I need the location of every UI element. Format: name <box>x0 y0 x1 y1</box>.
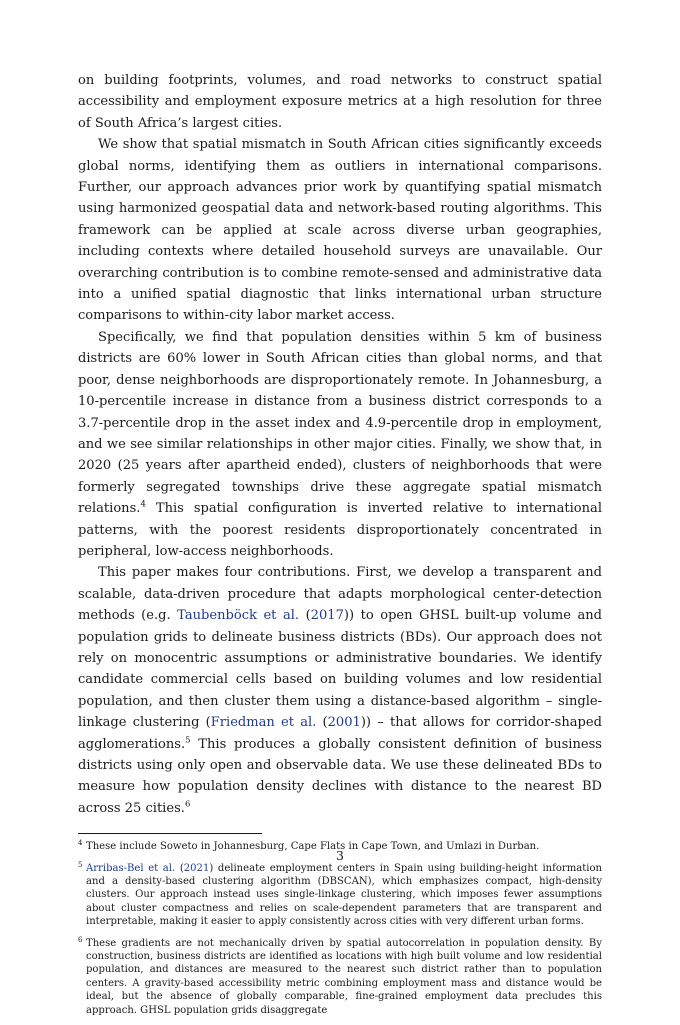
citation-arribas-bel-year[interactable]: 2021 <box>183 862 210 874</box>
citation-taubenbock[interactable]: Taubenböck et al. <box>177 608 300 624</box>
contrib-text-a: This paper makes four contributions. First, we develop a transparent and scalable, data-driven procedure that adapts morphological center-detection methods (e.g. <box>78 565 602 624</box>
citation-taubenbock-year[interactable]: 2017 <box>310 608 344 624</box>
contrib-text-b: ( <box>299 608 311 624</box>
page-body <box>78 70 602 1025</box>
footnote-ref-4[interactable]: 4 <box>140 499 146 510</box>
footnote-ref-5[interactable]: 5 <box>185 735 191 746</box>
findings-text: Specifically, we find that population densities within 5 km of business districts are 60% lower in South African cities than global norms, and that poor, dense neighborhoods are disproportionately remote. In Johannesburg, a 10-percentile increase in distance from a business district corresponds to a 3.7-percentile drop in the asset index and 4.9-percentile drop in employment, and we see similar relationships in other major cities. Finally, we show that, in 2020 (25 years after apartheid ended), clusters of neighborhoods that were formerly segregated townships drive these aggregate spatial mismatch relations. <box>78 329 602 517</box>
paragraph-findings <box>78 327 602 562</box>
footnote-ref-6[interactable]: 6 <box>184 799 191 810</box>
contrib-text-d: ( <box>316 715 328 731</box>
footnote-mark-5: 5 <box>78 860 83 869</box>
citation-arribas-bel[interactable]: Arribas-Bel et al. <box>86 862 176 874</box>
footnote-6-text: These gradients are not mechanically driven by spatial autocorrelation in population density. By construction, business districts are identified as locations with high built volume and low residential population, and distances are measured to the nearest such district rather than to population centers. A gravity-based accessibility metric combining employment mass and distance would be ideal, but the absence of globally comparable, fine-grained employment data precludes this approach. GHSL population grids disaggregate <box>86 937 602 1016</box>
footnote-5-text: ) delineate employment centers in Spain using building-height information and a density-based clustering algorithm (DBSCAN), which emphasizes compact, high-density clusters. Our approach instead uses single-linkage clustering, which imposes fewer assumptions about cluster compactness and relies on scale-dependent parameters that are transparent and interpretable, making it easier to apply consistently across cities with very different urban forms. <box>86 862 603 928</box>
contrib-text-c: )) to open GHSL built-up volume and population grids to delineate business districts (BDs). Our approach does not rely on monocentric assumptions or administrative boundaries. We identify candidate commercial cells based on building volumes and low residential population, and then cluster them using a distance-based algorithm – single-linkage clustering ( <box>78 608 602 731</box>
footnote-mark-6: 6 <box>78 935 83 944</box>
footnote-6 <box>78 937 602 1017</box>
paragraph-continued: on building footprints, volumes, and road networks to construct spatial accessibility and employment exposure metrics at a high resolution for three of South Africa’s largest cities. <box>78 73 602 131</box>
footnote-4-text: These include Soweto in Johannesburg, Cape Flats in Cape Town, and Umlazi in Durban. <box>86 841 540 853</box>
citation-friedman-year[interactable]: 2001 <box>327 715 361 731</box>
footnote-divider <box>78 833 262 834</box>
paragraph-contributions <box>78 562 602 819</box>
findings-text-tail: This spatial configuration is inverted relative to international patterns, with the poorest residents disproportionately concentrated in peripheral, low-access neighborhoods. <box>78 501 602 559</box>
footnote-mark-4: 4 <box>78 839 83 848</box>
contrib-text-e: )) – that allows for corridor-shaped agglomerations. <box>78 715 602 752</box>
footnote-5 <box>78 862 602 929</box>
paragraph-spatial-mismatch: We show that spatial mismatch in South African cities significantly exceeds global norms, identifying them as outliers in international comparisons. Further, our approach advances prior work by quantifying spatial mismatch using harmonized geospatial data and network-based routing algorithms. This framework can be applied at scale across diverse urban geographies, including contexts where detailed household surveys are unavailable. Our overarching contribution is to combine remote-sensed and administrative data into a unified spatial diagnostic that links international urban structure comparisons to within-city labor market access. <box>78 137 602 324</box>
contrib-text-f: This produces a globally consistent definition of business districts using only open and observable data. We use these delineated BDs to measure how population density declines with distance to the nearest BD across 25 cities. <box>78 736 602 816</box>
page-number: 3 <box>336 848 344 863</box>
citation-friedman[interactable]: Friedman et al. <box>210 715 317 731</box>
footnote-5-paren: ( <box>175 862 184 874</box>
